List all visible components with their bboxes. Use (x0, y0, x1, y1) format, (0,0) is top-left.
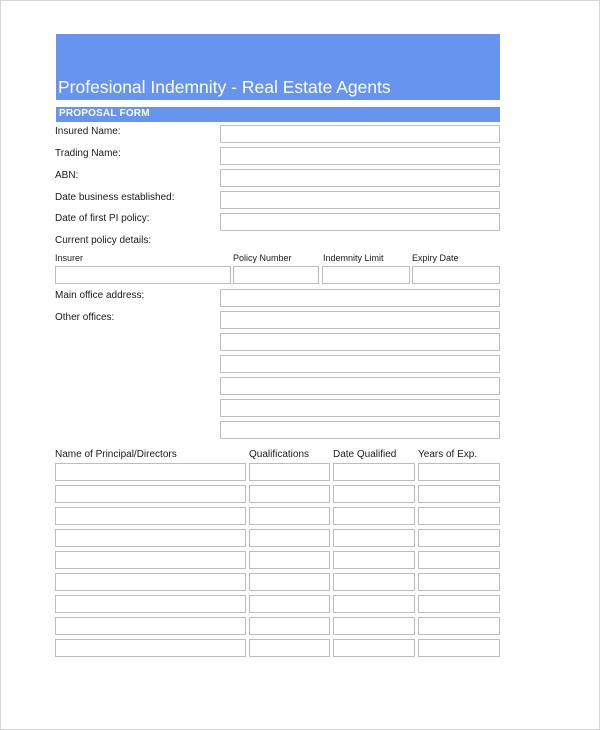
policy-number-field[interactable] (233, 266, 319, 284)
insured-name-label: Insured Name: (55, 126, 121, 137)
insurer-field[interactable] (55, 266, 231, 284)
principal-name-cell[interactable] (55, 573, 246, 591)
qualifications-cell[interactable] (249, 507, 330, 525)
years-of-exp-cell[interactable] (418, 595, 500, 613)
insured-name-field[interactable] (220, 125, 500, 143)
qualifications-cell[interactable] (249, 595, 330, 613)
qualifications-cell[interactable] (249, 573, 330, 591)
indemnity-limit-column-label: Indemnity Limit (323, 253, 384, 263)
date-qualified-cell[interactable] (333, 573, 415, 591)
policy-number-column-label: Policy Number (233, 253, 292, 263)
principal-name-cell[interactable] (55, 485, 246, 503)
other-offices-field[interactable] (220, 311, 500, 329)
date-qualified-cell[interactable] (333, 463, 415, 481)
qualifications-cell[interactable] (249, 463, 330, 481)
main-office-address-label: Main office address: (55, 290, 145, 301)
trading-name-label: Trading Name: (55, 148, 121, 159)
principal-name-cell[interactable] (55, 617, 246, 635)
expiry-date-field[interactable] (412, 266, 500, 284)
date-qualified-cell[interactable] (333, 507, 415, 525)
abn-label: ABN: (55, 170, 79, 181)
expiry-date-column-label: Expiry Date (412, 253, 459, 263)
qualifications-cell[interactable] (249, 551, 330, 569)
years-of-exp-cell[interactable] (418, 551, 500, 569)
years-of-exp-column-label: Years of Exp. (418, 449, 478, 460)
indemnity-limit-field[interactable] (322, 266, 410, 284)
section-title: PROPOSAL FORM (59, 108, 150, 119)
other-offices-field[interactable] (220, 399, 500, 417)
years-of-exp-cell[interactable] (418, 529, 500, 547)
principal-name-cell[interactable] (55, 507, 246, 525)
principal-name-cell[interactable] (55, 463, 246, 481)
years-of-exp-cell[interactable] (418, 617, 500, 635)
date-qualified-cell[interactable] (333, 551, 415, 569)
date-business-established-field[interactable] (220, 191, 500, 209)
page-title: Profesional Indemnity - Real Estate Agents (58, 77, 391, 97)
other-offices-field[interactable] (220, 377, 500, 395)
insurer-column-label: Insurer (55, 253, 84, 263)
principal-name-cell[interactable] (55, 529, 246, 547)
principal-name-column-label: Name of Principal/Directors (55, 449, 177, 460)
qualifications-cell[interactable] (249, 639, 330, 657)
date-qualified-cell[interactable] (333, 617, 415, 635)
years-of-exp-cell[interactable] (418, 507, 500, 525)
date-qualified-cell[interactable] (333, 639, 415, 657)
years-of-exp-cell[interactable] (418, 463, 500, 481)
years-of-exp-cell[interactable] (418, 573, 500, 591)
principal-name-cell[interactable] (55, 595, 246, 613)
years-of-exp-cell[interactable] (418, 485, 500, 503)
date-qualified-column-label: Date Qualified (333, 449, 397, 460)
qualifications-cell[interactable] (249, 485, 330, 503)
other-offices-field[interactable] (220, 355, 500, 373)
date-qualified-cell[interactable] (333, 595, 415, 613)
principal-name-cell[interactable] (55, 639, 246, 657)
date-business-established-label: Date business established: (55, 192, 175, 203)
qualifications-cell[interactable] (249, 529, 330, 547)
qualifications-cell[interactable] (249, 617, 330, 635)
other-offices-field[interactable] (220, 333, 500, 351)
current-policy-details-label: Current policy details: (55, 235, 152, 246)
years-of-exp-cell[interactable] (418, 639, 500, 657)
abn-field[interactable] (220, 169, 500, 187)
date-first-pi-policy-field[interactable] (220, 213, 500, 231)
date-qualified-cell[interactable] (333, 485, 415, 503)
qualifications-column-label: Qualifications (249, 449, 310, 460)
date-first-pi-policy-label: Date of first PI policy: (55, 213, 150, 224)
main-office-address-field[interactable] (220, 289, 500, 307)
date-qualified-cell[interactable] (333, 529, 415, 547)
principal-name-cell[interactable] (55, 551, 246, 569)
trading-name-field[interactable] (220, 147, 500, 165)
other-offices-field[interactable] (220, 421, 500, 439)
other-offices-label: Other offices: (55, 312, 115, 323)
